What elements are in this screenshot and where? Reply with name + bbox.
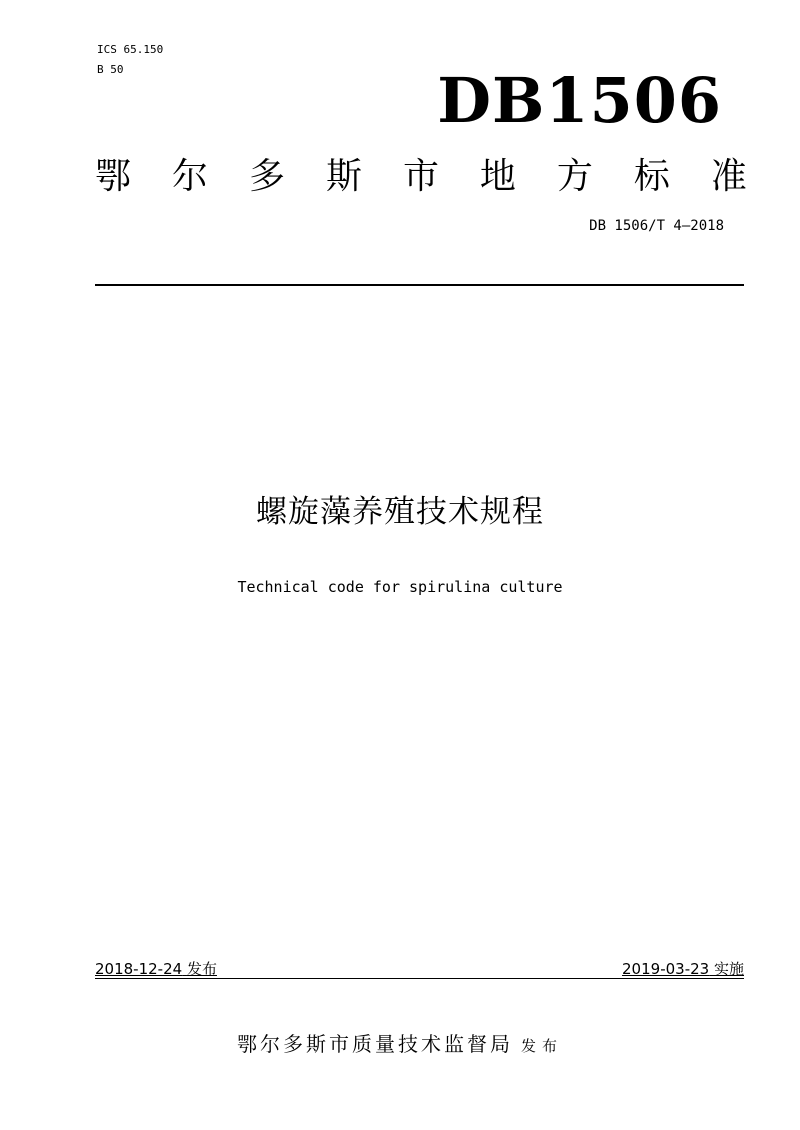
issue-label: 发布 (186, 960, 217, 978)
implementation-date-line (622, 959, 744, 979)
authority-char: 市 (402, 156, 439, 197)
standard-code-heading: DB1506 (437, 64, 722, 137)
authority-char: 鄂 (95, 156, 132, 197)
authority-char: 多 (248, 156, 285, 197)
authority-char: 标 (633, 156, 670, 197)
issue-date: 2018-12-24 (95, 960, 183, 978)
authority-char: 斯 (325, 156, 362, 197)
bottom-divider (95, 978, 744, 979)
standard-number: DB 1506/T 4—2018 (589, 218, 724, 234)
top-divider (95, 284, 744, 286)
issuer-line (0, 1030, 800, 1060)
authority-char: 尔 (171, 156, 208, 197)
issue-action: 发布 (520, 1037, 563, 1055)
document-title-english: Technical code for spirulina culture (237, 578, 563, 596)
implementation-date: 2019-03-23 (622, 960, 710, 978)
ccs-code: B 50 (97, 63, 124, 76)
implementation-label: 实施 (713, 960, 744, 978)
issuing-authority-title (95, 155, 747, 199)
document-title-chinese: 螺旋藻养殖技术规程 (256, 494, 544, 530)
authority-char: 准 (710, 156, 747, 197)
authority-char: 地 (479, 156, 516, 197)
issuing-organization: 鄂尔多斯市质量技术监督局 (236, 1032, 513, 1056)
authority-char: 方 (556, 156, 593, 197)
ics-code: ICS 65.150 (97, 43, 164, 56)
issue-date-line (95, 959, 217, 979)
